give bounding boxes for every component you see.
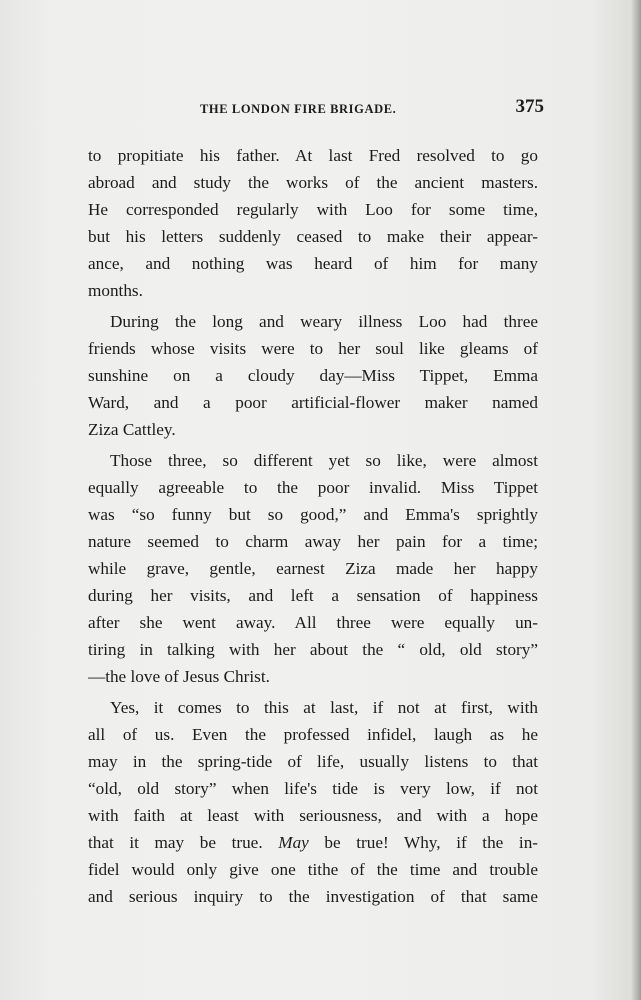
text-line: may in the spring-tide of life, usually listens to that — [88, 752, 538, 771]
running-head: THE LONDON FIRE BRIGADE. — [200, 102, 397, 116]
text-line: after she went away. All three were equally un- — [88, 613, 538, 632]
text-line: fidel would only give one tithe of the time and trouble — [88, 860, 538, 879]
text-line: Ziza Cattley. — [88, 420, 176, 439]
text-line: —the love of Jesus Christ. — [88, 667, 270, 686]
text-line: tiring in talking with her about the “ old, old story” — [88, 640, 538, 659]
body-text — [88, 142, 538, 910]
text-line: months. — [88, 281, 143, 300]
text-line: equally agreeable to the poor invalid. Miss Tippet — [88, 478, 538, 497]
text-line: nature seemed to charm away her pain for a time; — [88, 532, 538, 551]
text-line: Yes, it comes to this at last, if not at first, with — [110, 698, 538, 717]
text-line: was “so funny but so good,” and Emma's sprightly — [88, 505, 538, 524]
text-line: ance, and nothing was heard of him for many — [88, 254, 538, 273]
text-fragment: that it may be true. — [88, 833, 263, 852]
text-line: abroad and study the works of the ancient masters. — [88, 173, 538, 192]
text-line: Ward, and a poor artificial-flower maker named — [88, 393, 538, 412]
text-line-mixed — [88, 829, 538, 856]
text-line: but his letters suddenly ceased to make their appear- — [88, 227, 538, 246]
text-line: During the long and weary illness Loo had three — [110, 312, 538, 331]
text-line: all of us. Even the professed infidel, laugh as he — [88, 725, 538, 744]
text-line: to propitiate his father. At last Fred resolved to go — [88, 146, 538, 165]
text-line: with faith at least with seriousness, and with a hope — [88, 806, 538, 825]
text-line: while grave, gentle, earnest Ziza made her happy — [88, 559, 538, 578]
page-header — [88, 96, 544, 124]
text-line: during her visits, and left a sensation of happiness — [88, 586, 538, 605]
page-edge-shadow — [631, 0, 641, 1000]
text-line: “old, old story” when life's tide is very low, if not — [88, 779, 538, 798]
text-line: and serious inquiry to the investigation of that same — [88, 887, 538, 906]
text-fragment: be true! Why, if the in- — [308, 833, 538, 852]
emphasis-may: May — [278, 833, 309, 852]
text-line: Those three, so different yet so like, were almost — [110, 451, 538, 470]
text-line: He corresponded regularly with Loo for some time, — [88, 200, 538, 219]
text-line: friends whose visits were to her soul like gleams of — [88, 339, 538, 358]
text-line: sunshine on a cloudy day—Miss Tippet, Emma — [88, 366, 538, 385]
page-number: 375 — [515, 96, 544, 117]
